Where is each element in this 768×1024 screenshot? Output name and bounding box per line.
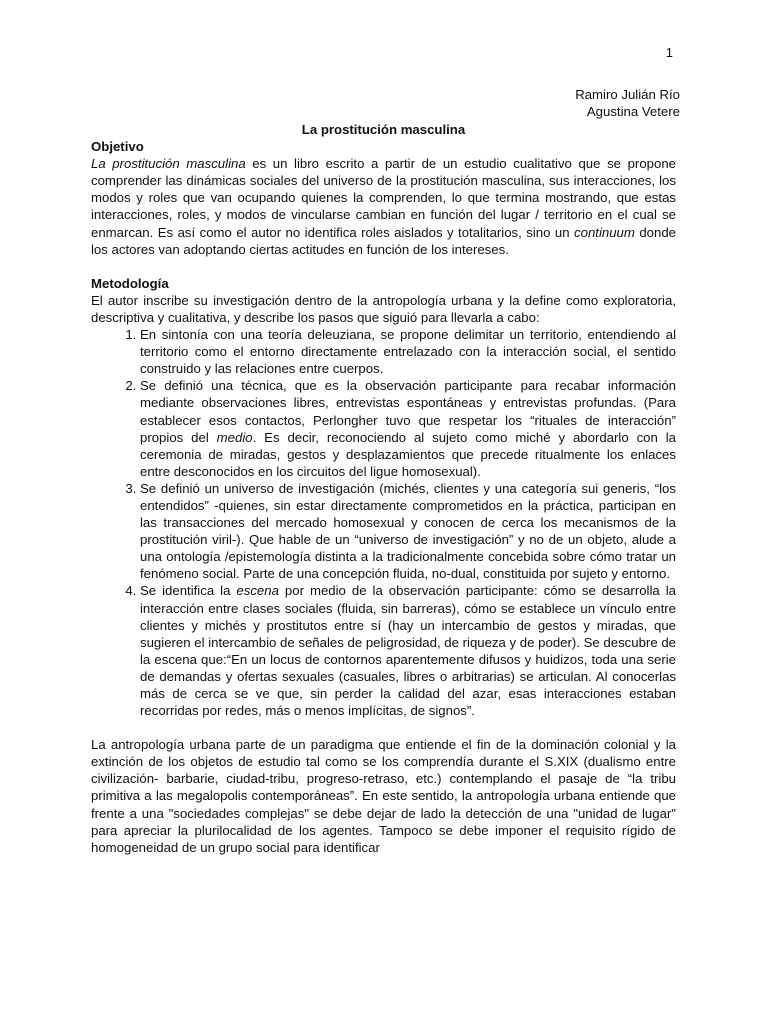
objetivo-text: es un libro escrito a partir de un estudio cualitativo que se propone comprender las dinámicas sociales del universo de la prostitución masculina, sus interacciones, los modos y roles que van ocupando quienes la comprenden, lo que termina mostrando, que estas interacciones, roles, y modos de vincularse cambian en función del lugar / territorio en el cual se enmarcan. Es así como el autor no identifica roles aislados y totalitarios, sino un bbox=[91, 156, 676, 240]
metodologia-intro: El autor inscribe su investigación dentro de la antropología urbana y la define como exploratoria, descriptiva y cualitativa, y describe los pasos que siguió para llevarla a cabo: bbox=[91, 292, 676, 325]
methodology-steps-list bbox=[91, 326, 676, 719]
page-number: 1 bbox=[665, 45, 673, 60]
author-name: Agustina Vetere bbox=[586, 104, 680, 120]
paragraph-spacer bbox=[91, 258, 676, 275]
list-item-step-1 bbox=[140, 326, 676, 377]
step-2-text: Se definió una técnica, que es la observación participante para recabar información mediante observaciones libres, entrevistas espontáneas y entrevistas profundas. (Para establecer esos contactos, Perlongher tuvo que respetar los “rituales de interacción” propios del bbox=[140, 378, 676, 445]
paragraph-spacer bbox=[91, 719, 676, 736]
list-item-step-3 bbox=[140, 480, 676, 583]
step-4-text-end: por medio de la observación participante: cómo se desarrolla la interacción entre clases sociales (fluida, sin barreras), cómo se establece un vínculo entre clientes y michés y prostitutos entre sí (hay un intercambio de gestos y miradas, que sugieren el intercambio de señales de peligrosidad, de riqueza y de poder). Se descubre de la escena que:“En un locus de contornos aparentemente difusos y huidizos, toda una serie de demandas y ofertas sexuales (casuales, libres o arbitrarias) se articulan. Al conocerlas más de cerca se ve que, sin perder la calidad del azar, esas interacciones estaban recorridas por redes, más o menos implícitas, de signos”. bbox=[140, 583, 676, 719]
section-heading-objetivo: Objetivo bbox=[91, 139, 144, 155]
list-item-step-2 bbox=[140, 377, 676, 480]
list-item-step-4 bbox=[140, 582, 676, 719]
document-title: La prostitución masculina bbox=[301, 122, 466, 137]
closing-paragraph: La antropología urbana parte de un paradigma que entiende el fin de la dominación colonial y la extinción de los objetos de estudio tal como se los comprendía durante el S.XIX (dualismo entre civilización- barbarie, ciudad-tribu, progreso-retraso, etc.) contemplando el pasaje de “la tribu primitiva a las megalopolis contemporáneas”. En este sentido, la antropología urbana entiende que frente a una "sociedades complejas" se debe dejar de lado la detección de una "unidad de lugar" para apreciar la plurilocalidad de los agentes. Tampoco se debe imponer el requisito rígido de homogeneidad de un grupo social para identificar bbox=[91, 737, 676, 855]
medio-italic: medio bbox=[216, 429, 253, 445]
objetivo-paragraph bbox=[91, 155, 676, 258]
objetivo-text-end: donde los actores van adoptando ciertas actitudes en función de los intereses. bbox=[91, 224, 676, 257]
step-2-text-end: . Es decir, reconociendo al sujeto como miché y abordarlo con la ceremonia de miradas, gestos y desplazamientos que precede ritualmente los enlaces entre desconocidos en los circuitos del ligue homosexual). bbox=[140, 429, 677, 479]
author-block bbox=[575, 86, 680, 120]
step-1-text: En sintonía con una teoría deleuziana, se propone delimitar un territorio, entendiendo al territorio como el entorno directamente entrelazado con la interacción social, el sentido construido y las relaciones entre cuerpos. bbox=[140, 327, 676, 377]
escena-italic: escena bbox=[236, 583, 279, 599]
author-name: Ramiro Julián Río bbox=[575, 87, 680, 102]
document-body bbox=[91, 121, 676, 856]
step-3-text: Se definió un universo de investigación (michés, clientes y una categoría sui generis, “los entendidos” -quienes, sin estar directamente comprometidos en la práctica, participan en las transacciones del mercado homosexual y conocen de cerca los mecanismos de la prostitución viril-). Que hable de un “universo de investigación” y no de un objeto, alude a una ontología /epistemología distinta a la tradicionalmente concebida sobre cómo tratar un fenómeno social. Parte de una concepción fluida, no-dual, constituida por sujeto y entorno. bbox=[140, 480, 676, 582]
book-title-italic: La prostitución masculina bbox=[91, 156, 246, 172]
section-heading-metodologia: Metodología bbox=[91, 275, 169, 291]
continuum-italic: continuum bbox=[574, 224, 635, 240]
step-4-text: Se identifica la bbox=[140, 583, 237, 599]
